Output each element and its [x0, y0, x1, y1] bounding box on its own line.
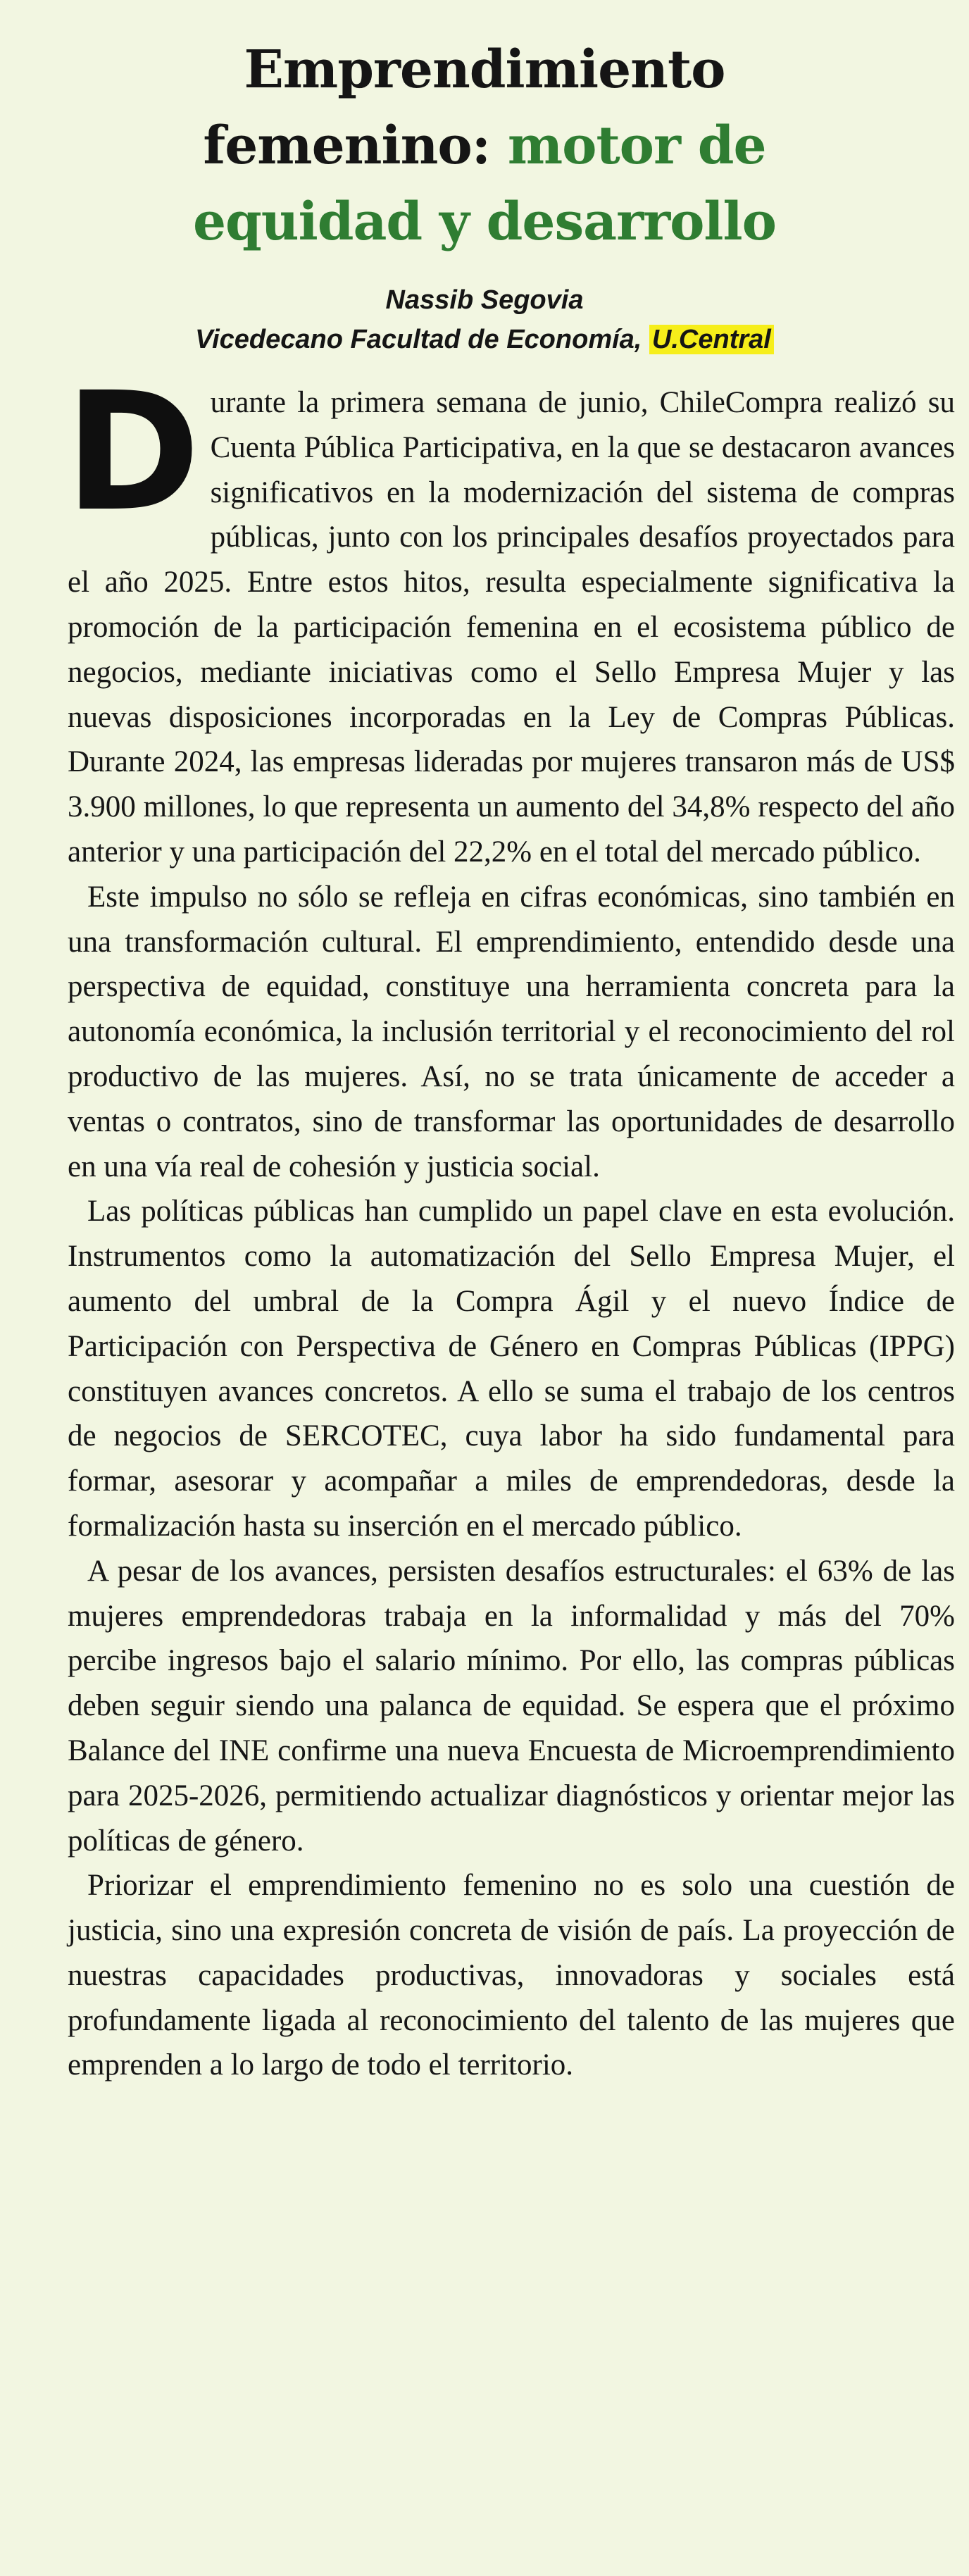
paragraph-4: A pesar de los avances, persisten desafíos estructurales: el 63% de las mujeres emprendedoras trabaja en la informalidad y más del 70% percibe ingresos bajo el salario mínimo. Por ello, las compras públicas deben seguir siendo una palanca de equidad. Se espera que el próximo Balance del INE confirme una nueva Encuesta de Microemprendimiento para 2025-2026, permitiendo actualizar diagnósticos y orientar mejor las políticas de género.	[68, 1554, 955, 1858]
byline	[106, 280, 863, 359]
paragraph-1	[65, 357, 955, 875]
article-body	[65, 357, 955, 2088]
institution-highlight: U.Central	[649, 325, 774, 354]
paragraph-5: Priorizar el emprendimiento femenino no es solo una cuestión de justicia, sino una expresión concreta de visión de país. La proyección de nuestras capacidades productivas, innovadoras y sociales está profundamente ligada al reconocimiento del talento de las mujeres que emprenden a lo largo de todo el territorio.	[68, 1869, 955, 2082]
title-line-3-green: equidad y desarrollo	[192, 192, 777, 252]
title-line-2-dark: femenino:	[203, 116, 491, 176]
title-line-1: Emprendimiento	[244, 39, 725, 100]
article-title	[106, 32, 863, 260]
drop-cap: D	[65, 357, 201, 547]
paragraph-2: Este impulso no sólo se refleja en cifras económicas, sino también en una transformación cultural. El emprendimiento, entendido desde una perspectiva de equidad, constituye una herramienta concreta para la autonomía económica, la inclusión territorial y el reconocimiento del rol productivo de las mujeres. Así, no se trata únicamente de acceder a ventas o contratos, sino de transformar las oportunidades de desarrollo en una vía real de cohesión y justicia social.	[68, 880, 955, 1183]
title-line-2-green: motor de	[507, 116, 766, 176]
paragraph-3: Las políticas públicas han cumplido un papel clave en esta evolución. Instrumentos como la automatización del Sello Empresa Mujer, el aumento del umbral de la Compra Ágil y el nuevo Índice de Participación con Perspectiva de Género en Compras Públicas (IPPG) constituyen avances concretos. A ello se suma el trabajo de los centros de negocios de SERCOTEC, cuya labor ha sido fundamental para formar, asesorar y acompañar a miles de emprendedoras, desde la formalización hasta su inserción en el mercado público.	[68, 1195, 955, 1543]
paragraph-1-text: urante la primera semana de junio, ChileCompra realizó su Cuenta Pública Participativa, en la que se destacaron avances significativos en la modernización del sistema de compras públicas, junto con los principales desafíos proyectados para el año 2025. Entre estos hitos, resulta especialmente significativa la promoción de la participación femenina en el ecosistema público de negocios, mediante iniciativas como el Sello Empresa Mujer y las nuevas disposiciones incorporadas en la Ley de Compras Públicas. Durante 2024, las empresas lideradas por mujeres transaron más de US$ 3.900 millones, lo que representa un aumento del 34,8% respecto del año anterior y una participación del 22,2% en el total del mercado público.	[68, 386, 955, 869]
author-affiliation-line	[106, 320, 863, 359]
author-affiliation: Vicedecano Facultad de Economía,	[195, 325, 642, 354]
author-name: Nassib Segovia	[385, 285, 584, 315]
